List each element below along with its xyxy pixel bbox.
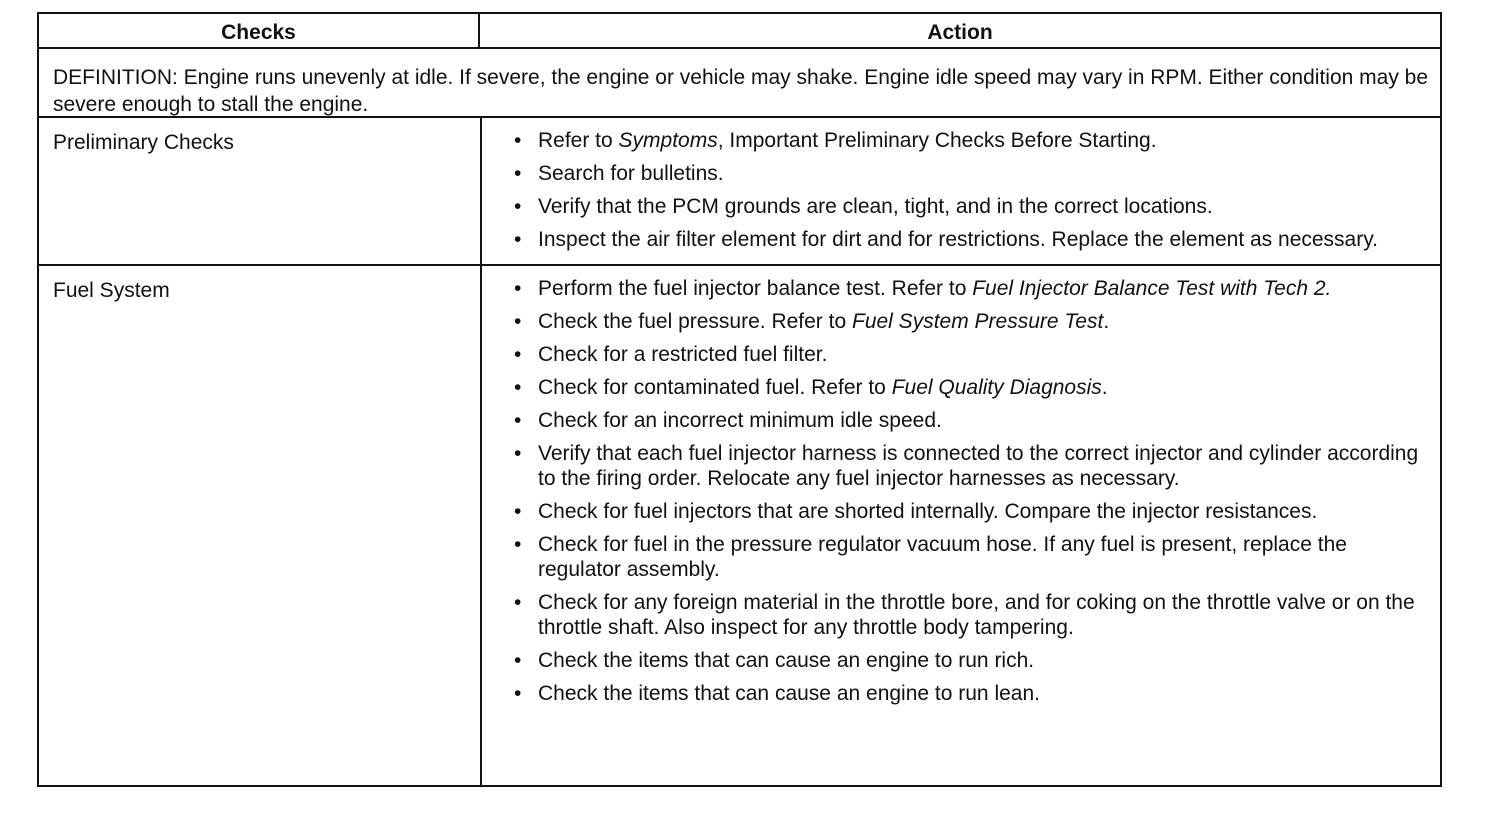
action-item: • Refer to Symptoms, Important Preliminary Checks Before Starting.	[514, 129, 1157, 152]
bullet-icon: •	[514, 591, 522, 614]
action-item: • Check for any foreign material in the throttle bore, and for coking on the throttle valve or on the throttle shaft. Also inspect for any throttle body tampering.	[514, 591, 1415, 639]
diagnostic-table	[37, 12, 1442, 787]
action-item: • Verify that the PCM grounds are clean, tight, and in the correct locations.	[514, 195, 1213, 218]
header-action: Action	[927, 21, 993, 44]
action-list	[514, 128, 1422, 252]
definition-row: DEFINITION: Engine runs unevenly at idle. If severe, the engine or vehicle may shake. Engine idle speed may vary in RPM. Either condition may be severe enough to stall the engine.	[39, 49, 1440, 118]
action-item: • Verify that each fuel injector harness is connected to the correct injector and cylinder according to the firing order. Relocate any fuel injector harnesses as necessary.	[514, 442, 1419, 490]
check-label: Preliminary Checks	[39, 118, 482, 264]
action-item: • Check for contaminated fuel. Refer to Fuel Quality Diagnosis.	[514, 376, 1108, 399]
action-item: • Check the items that can cause an engine to run rich.	[514, 649, 1035, 672]
bullet-icon: •	[514, 682, 522, 705]
bullet-icon: •	[514, 129, 522, 152]
action-item: • Search for bulletins.	[514, 162, 724, 185]
bullet-icon: •	[514, 500, 522, 523]
bullet-icon: •	[514, 228, 522, 251]
action-cell	[482, 118, 1440, 264]
action-item: • Check the fuel pressure. Refer to Fuel System Pressure Test.	[514, 310, 1110, 333]
action-item: • Inspect the air filter element for dirt and for restrictions. Replace the element as necessary.	[514, 228, 1378, 251]
bullet-icon: •	[514, 533, 522, 556]
bullet-icon: •	[514, 162, 522, 185]
bullet-icon: •	[514, 343, 522, 366]
action-cell	[482, 266, 1440, 785]
bullet-icon: •	[514, 376, 522, 399]
action-item: • Check for fuel injectors that are shorted internally. Compare the injector resistances.	[514, 500, 1318, 523]
bullet-icon: •	[514, 310, 522, 333]
action-item: • Perform the fuel injector balance test. Refer to Fuel Injector Balance Test with Tech 2.	[514, 277, 1332, 300]
bullet-icon: •	[514, 277, 522, 300]
bullet-icon: •	[514, 195, 522, 218]
action-list	[514, 276, 1422, 706]
bullet-icon: •	[514, 409, 522, 432]
bullet-icon: •	[514, 442, 522, 465]
header-checks: Checks	[39, 14, 480, 47]
action-item: • Check for an incorrect minimum idle speed.	[514, 409, 942, 432]
table-header	[39, 14, 1440, 49]
action-item: • Check for a restricted fuel filter.	[514, 343, 828, 366]
table-row-preliminary	[39, 118, 1440, 266]
table-row-fuel-system	[39, 266, 1440, 785]
check-label: Fuel System	[39, 266, 482, 785]
action-item: • Check the items that can cause an engine to run lean.	[514, 682, 1040, 705]
bullet-icon: •	[514, 649, 522, 672]
action-item: • Check for fuel in the pressure regulator vacuum hose. If any fuel is present, replace the regulator assembly.	[514, 533, 1347, 581]
